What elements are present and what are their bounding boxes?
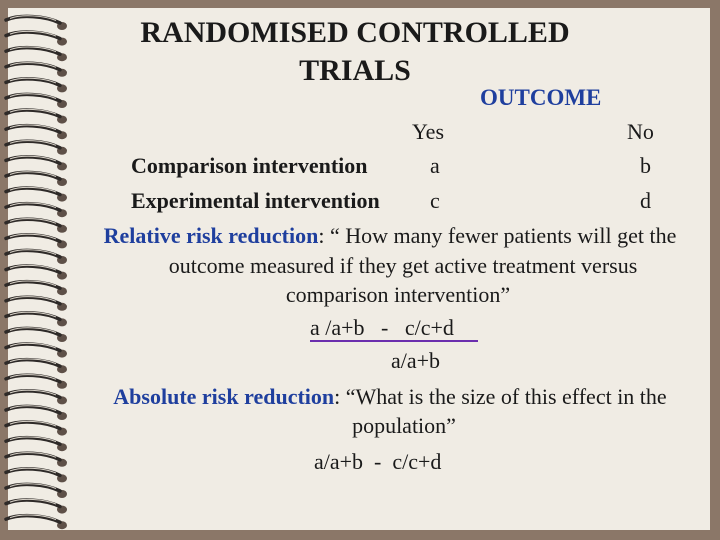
spiral-coil: [6, 16, 67, 30]
spiral-coil: [6, 141, 67, 155]
title-line-1: RANDOMISED CONTROLLED: [140, 16, 570, 49]
spiral-coil: [6, 203, 67, 217]
arr-term: Absolute risk reduction: [113, 384, 335, 409]
spiral-coil: [6, 343, 67, 357]
spiral-coil: [6, 281, 67, 295]
spiral-coil: [6, 78, 67, 92]
rrr-formula-numerator: a /a+b - c/c+d: [310, 315, 454, 340]
rrr-definition-line-1: [104, 225, 677, 247]
spiral-coil: [6, 250, 67, 264]
spiral-coil: [6, 484, 67, 498]
spiral-coil: [6, 499, 67, 513]
spiral-coil: [6, 359, 67, 373]
arr-definition-line-2: population”: [352, 413, 456, 438]
spiral-coil: [6, 94, 67, 108]
arr-line-1: “What is the size of this effect in the: [340, 384, 667, 409]
spiral-coils: [0, 0, 92, 540]
cell-experimental-no: d: [640, 188, 651, 213]
rrr-definition-line-3: comparison intervention”: [285, 282, 511, 307]
spiral-coil: [6, 312, 67, 326]
rrr-formula-denominator: a/a+b: [391, 348, 441, 373]
spiral-coil: [6, 47, 67, 61]
col-header-yes: Yes: [412, 119, 445, 144]
spiral-coil: [6, 421, 67, 435]
spiral-coil: [6, 63, 67, 77]
spiral-coil: [6, 375, 67, 389]
spiral-coil: [6, 234, 67, 248]
spiral-coil: [6, 172, 67, 186]
outcome-header: OUTCOME: [480, 85, 602, 110]
rrr-colon: :: [318, 223, 325, 248]
spiral-coil: [6, 187, 67, 201]
arr-definition-line-1: [113, 386, 666, 408]
rrr-line-1: “ How many fewer patients will get the: [324, 223, 677, 248]
rrr-definition-line-2: outcome measured if they get active treatment versus: [168, 253, 638, 278]
spiral-coil: [6, 515, 67, 529]
row-label-experimental: Experimental intervention: [131, 188, 380, 213]
rrr-formula-divider: [310, 340, 478, 342]
spiral-coil: [6, 125, 67, 139]
spiral-coil: [6, 297, 67, 311]
spiral-coil: [6, 109, 67, 123]
row-label-comparison: Comparison intervention: [131, 153, 368, 178]
cell-experimental-yes: c: [430, 188, 440, 213]
cell-comparison-no: b: [640, 153, 651, 178]
rrr-term: Relative risk reduction: [103, 223, 319, 248]
title-line-2: TRIALS: [299, 54, 411, 87]
spiral-coil: [6, 453, 67, 467]
cell-comparison-yes: a: [430, 153, 440, 178]
spiral-coil: [6, 437, 67, 451]
arr-formula: a/a+b - c/c+d: [314, 449, 442, 474]
spiral-coil: [6, 328, 67, 342]
arr-colon: :: [334, 384, 341, 409]
spiral-coil: [6, 219, 67, 233]
col-header-no: No: [627, 119, 654, 144]
spiral-coil: [6, 31, 67, 45]
spiral-coil: [6, 265, 67, 279]
spiral-coil: [6, 468, 67, 482]
spiral-coil: [6, 156, 67, 170]
spiral-coil: [6, 406, 67, 420]
spiral-coil: [6, 390, 67, 404]
